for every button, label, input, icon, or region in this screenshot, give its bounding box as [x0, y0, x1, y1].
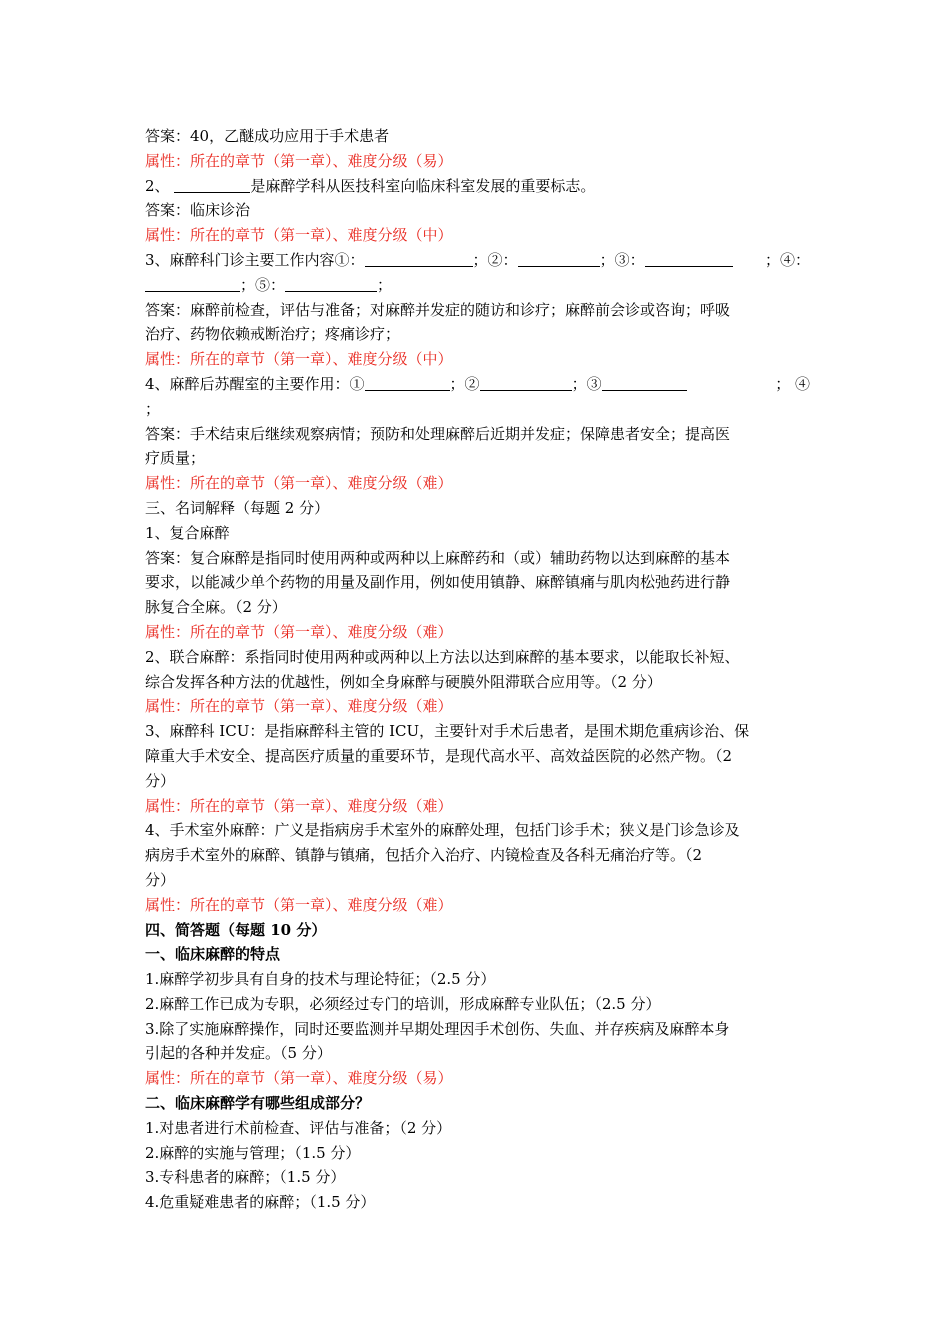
- answer-q3-cont: 治疗、药物依赖戒断治疗；疼痛诊疗；: [145, 325, 401, 344]
- document-page: [145, 124, 810, 1215]
- question-3: 3、麻醉科门诊主要工作内容①： ；②： ；③： ；④：: [145, 250, 810, 269]
- short-1-item: 3.除了实施麻醉操作，同时还要监测并早期处理因手术创伤、失血、并存疾病及麻醉本身: [145, 1019, 730, 1038]
- attribute-line: 属性：所在的章节（第一章）、难度分级（难）: [145, 622, 453, 641]
- term-1-title: 1、复合麻醉: [145, 523, 230, 542]
- question-2: 2、 是麻醉学科从医技科室向临床科室发展的重要标志。: [145, 176, 596, 195]
- answer-q4: 答案：手术结束后继续观察病情；预防和处理麻醉后近期并发症；保障患者安全；提高医: [145, 424, 731, 443]
- short-2-item: 3.专科患者的麻醉；（1.5 分）: [145, 1168, 346, 1187]
- term-2-text: 综合发挥各种方法的优越性，例如全身麻醉与硬膜外阻滞联合应用等。（2 分）: [145, 672, 662, 691]
- section-heading-terms: 三、名词解释（每题 2 分）: [145, 498, 330, 517]
- blank: [365, 373, 450, 391]
- attribute-line: 属性：所在的章节（第一章）、难度分级（中）: [145, 350, 453, 369]
- short-1-title: 一、临床麻醉的特点: [145, 945, 281, 964]
- attribute-line: 属性：所在的章节（第一章）、难度分级（难）: [145, 895, 453, 914]
- section-heading-short: 四、简答题（每题 10 分）: [145, 920, 327, 939]
- term-4-text: 4、手术室外麻醉：广义是指病房手术室外的麻醉处理，包括门诊手术；狭义是门诊急诊及: [145, 821, 740, 840]
- attribute-line: 属性：所在的章节（第一章）、难度分级（难）: [145, 697, 453, 716]
- blank: [518, 249, 600, 267]
- short-2-item: 2.麻醉的实施与管理；（1.5 分）: [145, 1143, 361, 1162]
- short-2-item: 4.危重疑难患者的麻醉；（1.5 分）: [145, 1193, 376, 1212]
- term-2-text: 2、联合麻醉：系指同时使用两种或两种以上方法以达到麻醉的基本要求，以能取长补短、: [145, 647, 740, 666]
- blank: [174, 175, 250, 193]
- blank: [480, 373, 572, 391]
- term-3-text: 分）: [145, 771, 176, 790]
- blank: [365, 249, 473, 267]
- term-1-text: 脉复合全麻。（2 分）: [145, 598, 287, 617]
- attribute-line: 属性：所在的章节（第一章）、难度分级（中）: [145, 226, 453, 245]
- question-4: 4、麻醉后苏醒室的主要作用：① ；② ；③ ； ④: [145, 374, 810, 393]
- term-3-text: 3、麻醉科 ICU：是指麻醉科主管的 ICU，主要针对手术后患者，是围术期危重病诊治、保: [145, 722, 750, 741]
- term-1-text: 要求，以能减少单个药物的用量及副作用，例如使用镇静、麻醉镇痛与肌肉松弛药进行静: [145, 573, 731, 592]
- term-1-text: 答案：复合麻醉是指同时使用两种或两种以上麻醉药和（或）辅助药物以达到麻醉的基本: [145, 548, 731, 567]
- attribute-line: 属性：所在的章节（第一章）、难度分级（难）: [145, 796, 453, 815]
- term-3-text: 障重大手术安全、提高医疗质量的重要环节，是现代高水平、高效益医院的必然产物。（2: [145, 746, 733, 765]
- short-2-title: 二、临床麻醉学有哪些组成部分？: [145, 1094, 371, 1113]
- blank: [602, 373, 687, 391]
- term-4-text: 分）: [145, 870, 176, 889]
- short-1-item: 引起的各种并发症。（5 分）: [145, 1044, 332, 1063]
- question-3-cont: ；⑤： ；: [145, 273, 810, 298]
- answer-q3: 答案：麻醉前检查，评估与准备；对麻醉并发症的随访和诊疗；麻醉前会诊或咨询；呼吸: [145, 300, 731, 319]
- blank: [145, 274, 240, 292]
- answer-q2: 答案：临床诊治: [145, 201, 251, 220]
- term-4-text: 病房手术室外的麻醉、镇静与镇痛，包括介入治疗、内镜检查及各科无痛治疗等。（2: [145, 846, 703, 865]
- question-4-cont: ；: [145, 399, 161, 418]
- blank: [645, 249, 733, 267]
- attribute-line: 属性：所在的章节（第一章）、难度分级（易）: [145, 151, 453, 170]
- short-2-item: 1.对患者进行术前检查、评估与准备；（2 分）: [145, 1118, 452, 1137]
- answer-q1: 答案：40，乙醚成功应用于手术患者: [145, 127, 390, 145]
- blank: [285, 274, 377, 292]
- answer-q4-cont: 疗质量；: [145, 449, 206, 468]
- short-1-item: 1.麻醉学初步具有自身的技术与理论特征；（2.5 分）: [145, 970, 496, 989]
- attribute-line: 属性：所在的章节（第一章）、难度分级（难）: [145, 474, 453, 493]
- attribute-line: 属性：所在的章节（第一章）、难度分级（易）: [145, 1069, 453, 1088]
- short-1-item: 2.麻醉工作已成为专职，必须经过专门的培训，形成麻醉专业队伍；（2.5 分）: [145, 994, 661, 1013]
